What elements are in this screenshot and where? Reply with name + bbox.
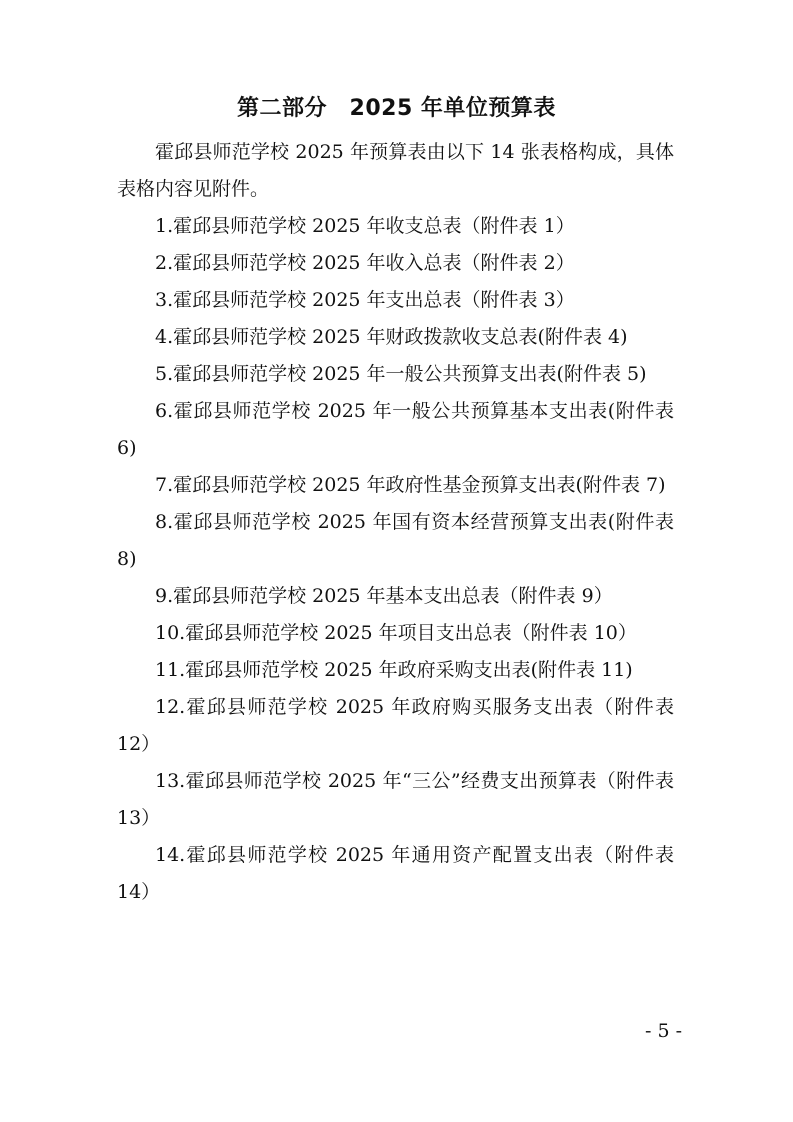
list-item-11: 11.霍邱县师范学校 2025 年政府采购支出表(附件表 11) xyxy=(155,659,633,681)
list-item-4: 4.霍邱县师范学校 2025 年财政拨款收支总表(附件表 4) xyxy=(155,326,628,348)
list-item-2: 2.霍邱县师范学校 2025 年收入总表（附件表 2） xyxy=(155,252,575,274)
list-item-13: 13.霍邱县师范学校 2025 年“三公”经费支出预算表（附件表 13） xyxy=(117,770,674,829)
list-item-12: 12.霍邱县师范学校 2025 年政府购买服务支出表（附件表 12） xyxy=(117,696,674,755)
list-item-7: 7.霍邱县师范学校 2025 年政府性基金预算支出表(附件表 7) xyxy=(155,474,666,496)
list-item-14: 14.霍邱县师范学校 2025 年通用资产配置支出表（附件表 14） xyxy=(117,844,674,903)
list-item-3: 3.霍邱县师范学校 2025 年支出总表（附件表 3） xyxy=(155,289,575,311)
document-body xyxy=(117,134,674,911)
list-item-8: 8.霍邱县师范学校 2025 年国有资本经营预算支出表(附件表 8) xyxy=(117,511,674,570)
list-item-10: 10.霍邱县师范学校 2025 年项目支出总表（附件表 10） xyxy=(155,622,637,644)
list-item-9: 9.霍邱县师范学校 2025 年基本支出总表（附件表 9） xyxy=(155,585,613,607)
list-item-1: 1.霍邱县师范学校 2025 年收支总表（附件表 1） xyxy=(155,215,575,237)
list-item-6: 6.霍邱县师范学校 2025 年一般公共预算基本支出表(附件表 6) xyxy=(117,400,674,459)
list-item-5: 5.霍邱县师范学校 2025 年一般公共预算支出表(附件表 5) xyxy=(155,363,647,385)
intro-paragraph: 霍邱县师范学校 2025 年预算表由以下 14 张表格构成，具体表格内容见附件。 xyxy=(117,141,674,200)
page-number: - 5 - xyxy=(644,1020,682,1042)
page-title: 第二部分 2025 年单位预算表 xyxy=(237,96,556,121)
